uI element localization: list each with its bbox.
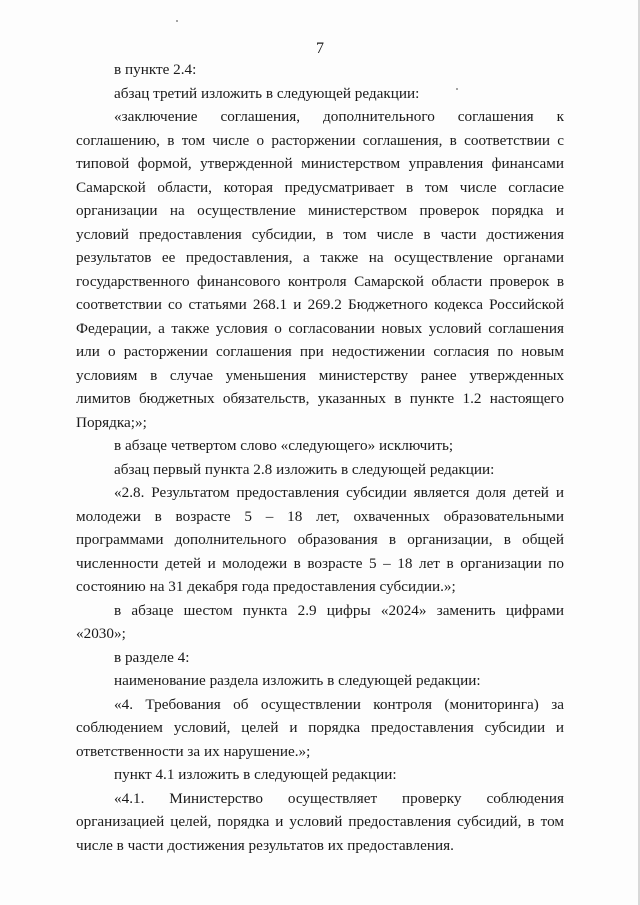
paragraph: «заключение соглашения, дополнительного соглашения к соглашению, в том числе о расторжении соглашения, в соответствии с типовой формой, утвержденной министерством управления финансами Самарской области, которая предусматривает в том числе согласие организации на осуществление министерством проверок порядка и условий предоставления субсидии, в том числе в части достижения результатов ее предоставления, а также на осуществление органами государственного финансового контроля Самарской области проверок в соответствии со статьями 268.1 и 269.2 Бюджетного кодекса Российской Федерации, а также условия о согласовании новых условий соглашения или о расторжении соглашения при недостижении согласия по новым условиям в случае уменьшения министерству ранее утвержденных лимитов бюджетных обязательств, указанных в пункте 1.2 настоящего Порядка;»;	[76, 108, 564, 431]
paragraph: «4. Требования об осуществлении контроля (мониторинга) за соблюдением условий, целей и порядка предоставления субсидии и ответственности за их нарушение.»;	[76, 695, 564, 760]
paragraph: наименование раздела изложить в следующей редакции:	[114, 672, 481, 689]
document-body	[76, 58, 564, 857]
paragraph: «2.8. Результатом предоставления субсидии является доля детей и молодежи в возрасте 5 – 18 лет, охваченных образовательными программами дополнительного образования в организации, в общей численности детей и молодежи в возрасте 5 – 18 лет в организации по состоянию на 31 декабря года предоставления субсидии.»;	[76, 484, 564, 595]
paragraph: в абзаце четвертом слово «следующего» исключить;	[114, 437, 454, 454]
paragraph: в пункте 2.4:	[114, 61, 197, 78]
paragraph: абзац первый пункта 2.8 изложить в следующей редакции:	[114, 460, 495, 478]
scan-speck	[176, 20, 178, 22]
paragraph: в абзаце шестом пункта 2.9 цифры «2024» заменить цифрами «2030»;	[76, 601, 564, 642]
paragraph: в разделе 4:	[114, 648, 190, 666]
page-number: 7	[316, 40, 324, 57]
paragraph: абзац третий изложить в следующей редакции:	[114, 84, 420, 102]
paragraph: «4.1. Министерство осуществляет проверку соблюдения организацией целей, порядка и условий предоставления субсидий, в том числе в части достижения результатов их предоставления.	[76, 789, 564, 854]
paragraph: пункт 4.1 изложить в следующей редакции:	[114, 766, 397, 783]
